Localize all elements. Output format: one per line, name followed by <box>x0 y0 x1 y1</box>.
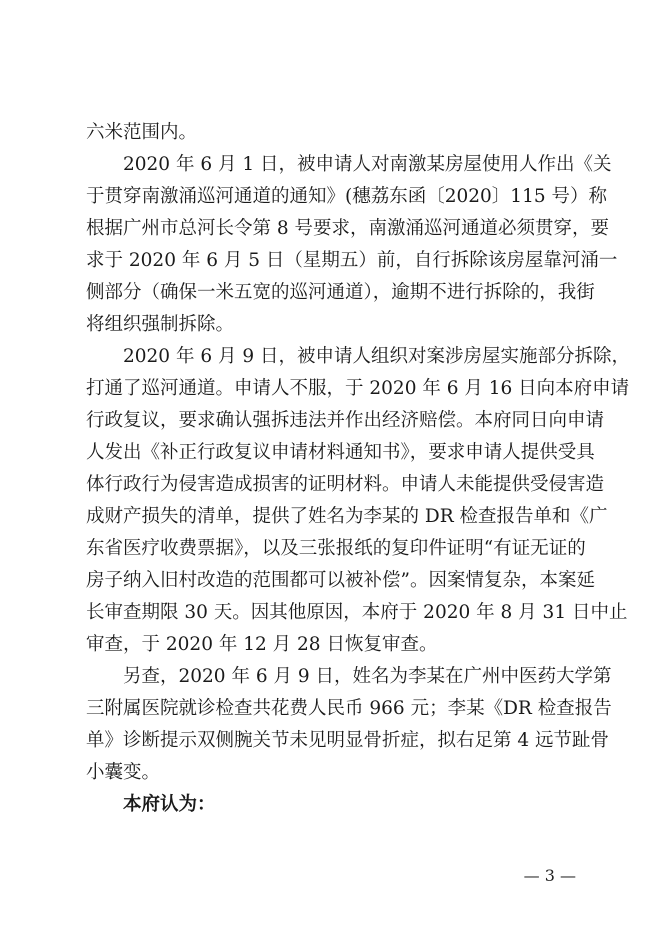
text-line: 体行政行为侵害造成损害的证明材料。申请人未能提供受侵害造 <box>86 474 605 495</box>
text-line: 另查，2020 年 6 月 9 日，姓名为李某在广州中医药大学第 <box>123 666 612 687</box>
text-line: 打通了巡河通道。申请人不服，于 2020 年 6 月 16 日向本府申请 <box>86 378 630 399</box>
text-line: 房子纳入旧村改造的范围都可以被补偿”。因案情复杂，本案延 <box>86 570 595 591</box>
text-line: 2020 年 6 月 9 日，被申请人组织对案涉房屋实施部分拆除， <box>123 346 631 367</box>
text-line: 三附属医院就诊检查共花费人民币 966 元；李某《DR 检查报告 <box>86 698 612 719</box>
text-line: 2020 年 6 月 1 日，被申请人对南激某房屋使用人作出《关 <box>123 154 612 175</box>
text-line: 审查，于 2020 年 12 月 28 日恢复审查。 <box>86 634 438 655</box>
text-line: 于贯穿南激涌巡河通道的通知》(穗荔东函〔2020〕115 号）称 <box>86 186 607 207</box>
text-line: 长审查期限 30 天。因其他原因，本府于 2020 年 8 月 31 日中止 <box>86 602 628 623</box>
text-line: 小囊变。 <box>86 762 161 783</box>
text-line: 根据广州市总河长令第 8 号要求，南激涌巡河通道必须贯穿，要 <box>86 218 610 239</box>
section-heading: 本府认为： <box>123 794 216 815</box>
text-line: 单》诊断提示双侧腕关节未见明显骨折症，拟右足第 4 远节趾骨 <box>86 730 610 751</box>
text-line: 侧部分（确保一米五宽的巡河通道），逾期不进行拆除的，我街 <box>86 282 595 303</box>
text-line: 将组织强制拆除。 <box>86 314 235 335</box>
text-line: 六米范围内。 <box>86 122 198 143</box>
page-number: — 3 — <box>523 866 576 885</box>
text-line: 成财产损失的清单，提供了姓名为李某的 DR 检查报告单和《广 <box>86 506 608 527</box>
text-line: 行政复议，要求确认强拆违法并作出经济赔偿。本府同日向申请 <box>86 410 605 431</box>
text-line: 求于 2020 年 6 月 5 日（星期五）前，自行拆除该房屋靠河涌一 <box>86 250 618 271</box>
text-line: 东省医疗收费票据》，以及三张报纸的复印件证明“有证无证的 <box>86 538 586 559</box>
text-line: 人发出《补正行政复议申请材料通知书》，要求申请人提供受具 <box>86 442 595 463</box>
